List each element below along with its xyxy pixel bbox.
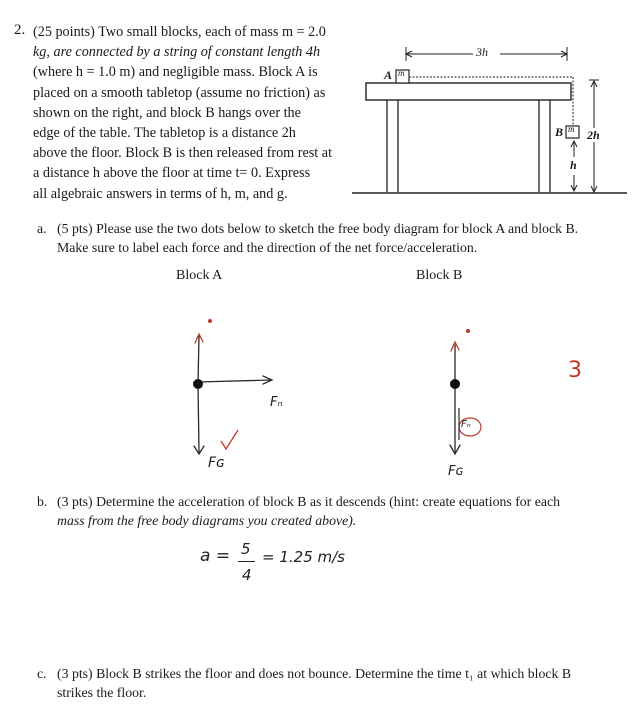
- answer-numerator: 5: [241, 540, 251, 558]
- score-mark: 3: [568, 358, 582, 383]
- block-b-label: B: [555, 125, 564, 139]
- part-b-label: b.: [37, 494, 48, 509]
- block-a-heading: Block A: [176, 268, 223, 283]
- question-number: 2.: [14, 22, 26, 38]
- part-a-label: a.: [37, 221, 47, 236]
- question-line: placed on a smooth tabletop (assume no friction) as: [33, 84, 326, 101]
- question-line: a distance h above the floor at time t= 0. Express: [33, 165, 311, 182]
- block-b-mass: m: [568, 124, 575, 134]
- fbd-a-net-arrow: [198, 380, 271, 382]
- part-c-label: c.: [37, 666, 47, 681]
- fbd-a-normal-arrow: [198, 336, 199, 384]
- fbd-a-fn-label: Fₙ: [270, 395, 283, 410]
- fbd-a-fg-label: Fɢ: [208, 455, 225, 471]
- fbd-block-a: [194, 334, 272, 454]
- answer-rest: = 1.25 m/s: [262, 548, 345, 566]
- dim-3h-label: 3h: [476, 45, 488, 59]
- part-b-line: mass from the free body diagrams you created above).: [57, 513, 357, 528]
- fbd-b-fn-label: Fₙ: [461, 419, 471, 430]
- fraction-bar: [238, 561, 255, 562]
- part-c-line: (3 pts) Block B strikes the floor and does not bounce. Determine the time t₁ at which block B: [57, 666, 572, 681]
- block-a-mass: m: [398, 68, 405, 78]
- fbd-b-dot: [450, 379, 460, 389]
- part-a-line: (5 pts) Please use the two dots below to sketch the free body diagram for block A and block B.: [57, 221, 579, 236]
- fbd-a-gravity-arrow: [198, 384, 199, 452]
- question-line: all algebraic answers in terms of h, m, and g.: [33, 185, 288, 202]
- dim-h-label: h: [570, 158, 577, 172]
- part-c-line: strikes the floor.: [57, 685, 147, 700]
- part-b-line: (3 pts) Determine the acceleration of block B as it descends (hint: create equations for each: [57, 494, 561, 509]
- question-line: (where h = 1.0 m) and negligible mass. Block A is: [33, 64, 318, 81]
- question-line: (25 points) Two small blocks, each of mass m = 2.0: [33, 24, 326, 40]
- question-line: edge of the table. The tabletop is a distance 2h: [33, 125, 296, 142]
- answer-denominator: 4: [242, 566, 252, 584]
- fbd-a-dot: [193, 379, 203, 389]
- dim-2h-label: 2h: [587, 128, 600, 142]
- part-c-text: [57, 664, 627, 702]
- question-line: above the floor. Block B is then released from rest at: [33, 145, 333, 162]
- block-b-heading: Block B: [416, 268, 463, 283]
- part-a-line: Make sure to label each force and the direction of the net force/acceleration.: [57, 240, 478, 255]
- part-b-text: [57, 492, 627, 530]
- fbd-b-top-dot: [466, 329, 470, 333]
- question-line: shown on the right, and block B hangs over the: [33, 104, 301, 121]
- fbd-a-top-dot: [208, 319, 212, 323]
- answer-lhs: a =: [200, 546, 231, 566]
- check-mark: [221, 430, 238, 449]
- question-line: kg, are connected by a string of constant length 4h: [33, 44, 321, 61]
- block-a-label: A: [384, 68, 393, 82]
- fbd-b-fg-label: Fɢ: [448, 464, 464, 479]
